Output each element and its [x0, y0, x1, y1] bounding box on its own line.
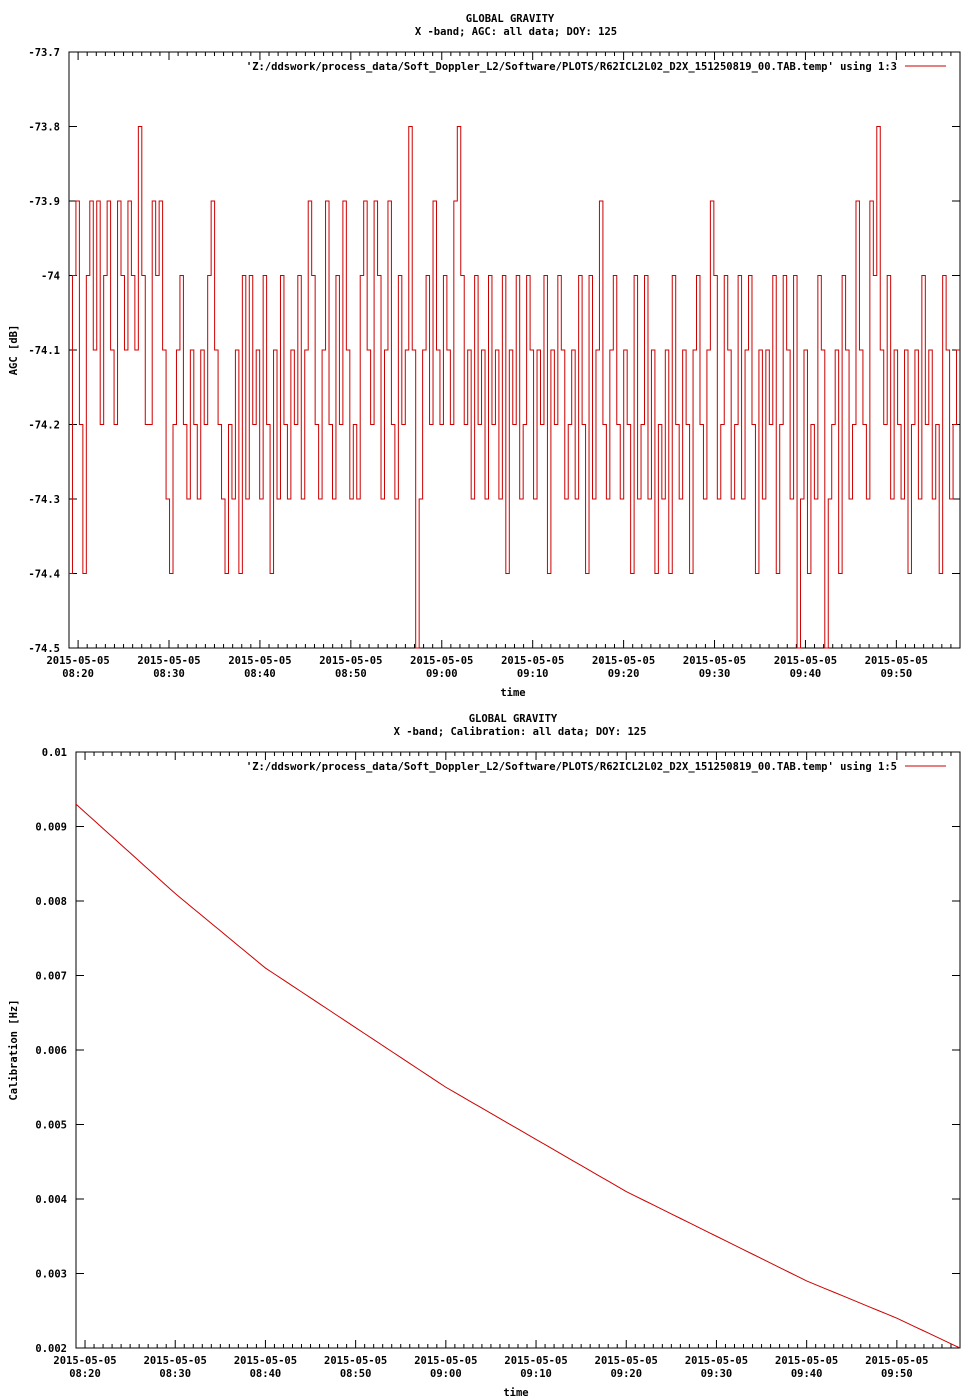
- chart-subtitle: X -band; AGC: all data; DOY: 125: [414, 26, 618, 38]
- agc-chart: [8, 13, 960, 699]
- y-tick-label: 0.009: [35, 821, 67, 834]
- x-axis-label: time: [503, 1387, 529, 1399]
- y-tick-label: 0.005: [35, 1119, 67, 1132]
- x-tick-label-date: 2015-05-05: [319, 655, 383, 667]
- y-tick-label: -74.3: [28, 494, 60, 506]
- x-tick-label-time: 08:20: [62, 668, 94, 680]
- y-tick-label: 0.004: [35, 1194, 67, 1206]
- y-axis-label: AGC [dB]: [8, 324, 20, 376]
- x-tick-label-time: 08:30: [159, 1368, 192, 1380]
- y-tick-label: 0.002: [35, 1343, 67, 1355]
- x-tick-label-time: 08:40: [249, 1368, 282, 1380]
- x-tick-label-time: 09:10: [520, 1368, 552, 1380]
- x-ticks: [53, 752, 960, 1380]
- calibration-chart: [8, 713, 960, 1399]
- x-tick-label-time: 09:10: [516, 668, 549, 680]
- x-tick-label-time: 09:20: [607, 668, 640, 680]
- chart-title: GLOBAL GRAVITY: [465, 13, 555, 25]
- legend: [246, 761, 946, 773]
- x-tick-label-date: 2015-05-05: [594, 1355, 658, 1367]
- y-tick-label: 0.007: [35, 970, 67, 983]
- x-tick-label-time: 08:30: [153, 668, 185, 680]
- x-tick-label-date: 2015-05-05: [233, 1355, 298, 1367]
- x-tick-label-time: 08:40: [244, 668, 276, 680]
- legend-entry-label: 'Z:/ddswork/process_data/Soft_Doppler_L2/Software/PLOTS/R62ICL2L02_D2X_151250819_00.TAB.temp' using 1:5: [245, 761, 897, 773]
- agc-series-line: [69, 127, 960, 649]
- y-tick-label: 0.01: [41, 747, 67, 759]
- x-tick-label-time: 09:30: [700, 1368, 733, 1380]
- x-tick-label-date: 2015-05-05: [228, 655, 292, 667]
- x-tick-label-date: 2015-05-05: [46, 655, 110, 667]
- y-tick-label: -73.7: [28, 47, 60, 59]
- x-tick-label-date: 2015-05-05: [53, 1355, 117, 1367]
- y-tick-label: 0.006: [35, 1045, 67, 1057]
- x-tick-label-time: 09:50: [881, 1368, 913, 1380]
- y-ticks: [35, 747, 960, 1355]
- x-tick-label-date: 2015-05-05: [410, 655, 474, 667]
- x-tick-label-time: 09:20: [610, 1368, 643, 1380]
- y-tick-label: -74: [41, 270, 60, 283]
- y-tick-label: 0.008: [35, 896, 67, 908]
- plot-area-frame: [76, 752, 960, 1348]
- y-ticks: [28, 47, 960, 655]
- x-tick-label-date: 2015-05-05: [324, 1355, 388, 1367]
- x-tick-label-date: 2015-05-05: [682, 655, 747, 667]
- x-tick-label-date: 2015-05-05: [684, 1355, 749, 1367]
- calibration-series-line: [76, 804, 960, 1348]
- x-tick-label-date: 2015-05-05: [501, 655, 565, 667]
- legend: [246, 61, 946, 73]
- y-tick-label: -73.8: [28, 121, 60, 134]
- y-tick-label: -74.5: [28, 643, 60, 655]
- x-tick-label-date: 2015-05-05: [143, 1355, 207, 1367]
- x-tick-label-time: 09:00: [425, 668, 458, 680]
- chart-subtitle: X -band; Calibration: all data; DOY: 125: [393, 726, 647, 738]
- x-tick-label-time: 08:20: [69, 1368, 101, 1380]
- x-tick-label-date: 2015-05-05: [137, 655, 201, 667]
- y-tick-label: -73.9: [28, 196, 60, 208]
- chart-title: GLOBAL GRAVITY: [468, 713, 558, 725]
- legend-entry-label: 'Z:/ddswork/process_data/Soft_Doppler_L2/Software/PLOTS/R62ICL2L02_D2X_151250819_00.TAB.temp' using 1:3: [245, 61, 897, 73]
- x-tick-label-date: 2015-05-05: [591, 655, 656, 667]
- x-tick-label-time: 09:40: [790, 1368, 823, 1380]
- x-tick-label-date: 2015-05-05: [504, 1355, 568, 1367]
- y-tick-label: -74.1: [28, 345, 60, 357]
- y-tick-label: 0.003: [35, 1268, 67, 1281]
- x-tick-label-time: 09:00: [430, 1368, 462, 1380]
- x-tick-label-time: 08:50: [339, 1368, 372, 1380]
- x-tick-label-time: 09:30: [698, 668, 731, 680]
- y-tick-label: -74.2: [28, 419, 60, 432]
- x-tick-label-time: 09:50: [880, 668, 913, 680]
- x-tick-label-time: 09:40: [789, 668, 822, 680]
- y-axis-label: Calibration [Hz]: [8, 999, 20, 1101]
- x-tick-label-date: 2015-05-05: [773, 655, 838, 667]
- x-tick-label-date: 2015-05-05: [864, 655, 928, 667]
- x-tick-label-time: 08:50: [335, 668, 367, 680]
- x-tick-label-date: 2015-05-05: [414, 1355, 478, 1367]
- x-axis-label: time: [500, 687, 526, 699]
- y-tick-label: -74.4: [28, 568, 60, 581]
- x-tick-label-date: 2015-05-05: [865, 1355, 929, 1367]
- x-tick-label-date: 2015-05-05: [775, 1355, 839, 1367]
